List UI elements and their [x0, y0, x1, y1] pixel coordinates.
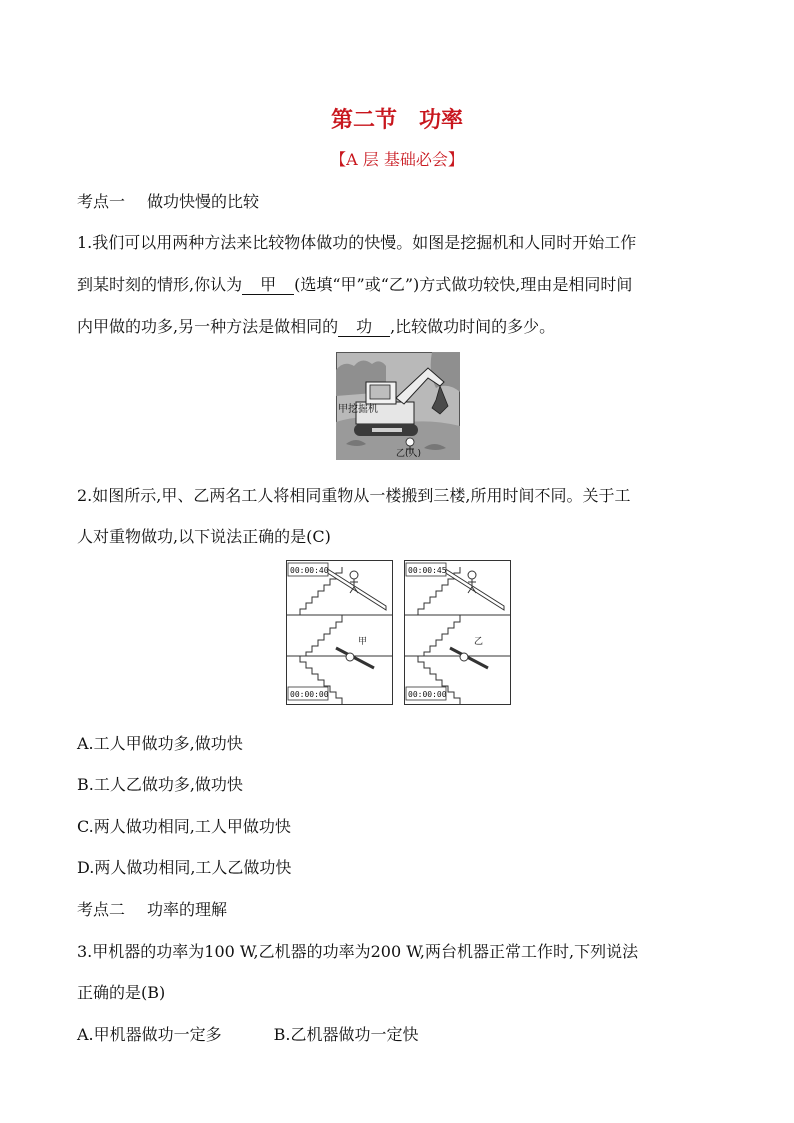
q1-line1: 1.我们可以用两种方法来比较物体做功的快慢。如图是挖掘机和人同时开始工作	[77, 233, 637, 252]
left-bottom-time: 00:00:00	[290, 690, 329, 699]
q2-option-a: A.工人甲做功多,做功快	[77, 734, 243, 753]
q1-line3-pre: 内甲做的功多,另一种方法是做相同的	[77, 317, 339, 336]
section2-label: 考点二	[77, 900, 126, 919]
worker-jia: 甲	[358, 637, 368, 647]
q3-line2: 正确的是(B)	[77, 983, 166, 1002]
left-top-time: 00:00:40	[290, 566, 329, 575]
stairs-panel-right	[404, 561, 511, 705]
level-tag: 【A 层 基础必会】	[330, 150, 464, 169]
q1-excavator-figure	[336, 352, 460, 460]
q2-option-c: C.两人做功相同,工人甲做功快	[77, 817, 291, 836]
q1-line2-post: (选填“甲”或“乙”)方式做功较快,理由是相同时间	[294, 275, 633, 294]
right-bottom-time: 00:00:00	[408, 690, 447, 699]
q1-line2-pre: 到某时刻的情形,你认为	[77, 275, 243, 294]
title-main: 第二节	[330, 108, 397, 133]
q2-option-d: D.两人做功相同,工人乙做功快	[77, 858, 292, 877]
right-top-time: 00:00:45	[408, 566, 447, 575]
q1-line2	[77, 272, 632, 295]
section-heading-1	[77, 189, 259, 212]
stairs-panel-left	[286, 561, 393, 705]
q2-stairs-figure	[286, 560, 512, 705]
q1-line3-post: ,比较做功时间的多少。	[390, 317, 556, 336]
label-person: 乙(人)	[396, 449, 422, 459]
title-sub: 功率	[419, 108, 464, 133]
worker-yi: 乙	[474, 637, 484, 647]
q3-options-row	[77, 1022, 419, 1045]
section1-name: 做功快慢的比较	[147, 192, 260, 211]
q3-option-b: B.乙机器做功一定快	[273, 1025, 419, 1044]
q3-option-a: A.甲机器做功一定多	[77, 1025, 222, 1044]
label-excavator: 甲挖掘机	[338, 404, 378, 415]
page-title	[0, 103, 794, 134]
q2-line1: 2.如图所示,甲、乙两名工人将相同重物从一楼搬到三楼,所用时间不同。关于工	[77, 486, 631, 505]
section1-label: 考点一	[77, 192, 126, 211]
q1-line3	[77, 314, 555, 337]
section-heading-2	[77, 897, 227, 920]
q2-option-b: B.工人乙做功多,做功快	[77, 775, 243, 794]
section2-name: 功率的理解	[147, 900, 228, 919]
q3-line1: 3.甲机器的功率为100 W,乙机器的功率为200 W,两台机器正常工作时,下列说法	[77, 942, 639, 961]
q1-answer2-blank: 功	[338, 317, 390, 337]
q1-answer1-blank: 甲	[242, 275, 294, 295]
q2-line2: 人对重物做功,以下说法正确的是(C)	[77, 527, 331, 546]
